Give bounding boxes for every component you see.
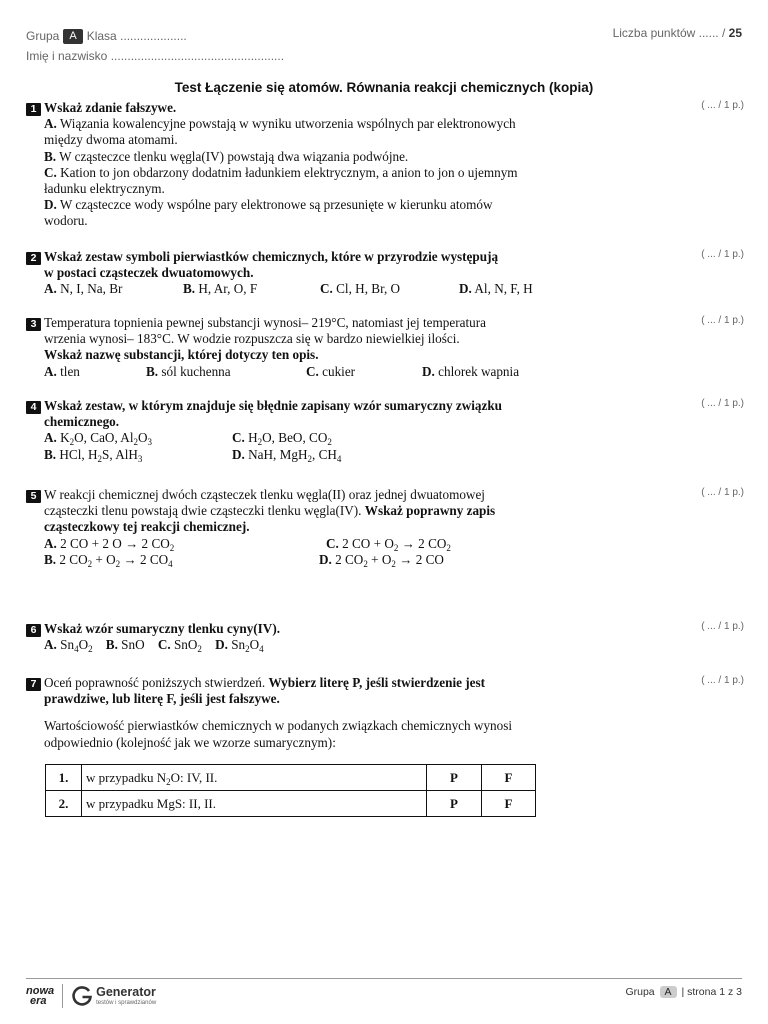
option-d: W cząsteczce wody wspólne pary elektronowe są przesunięte w kierunku atomów <box>59 197 493 213</box>
option-d: D. 2 $CO_2 + O_2 \to 2$ CO <box>319 552 444 570</box>
option-d: D. chlorek wapnia <box>422 363 520 379</box>
question-3-points: ( ... / 1 p.) <box>701 315 744 326</box>
option-b: B. H, Ar, O, F <box>183 281 258 297</box>
footer-branding <box>26 983 156 1009</box>
question-5: 5 W reakcji chemicznej dwóch cząsteczek tlenku węgla(II) oraz jednej dwuatomowej cząsteczki tlenu powstają dwie cząsteczki tlenku węgla(IV). Wskaż poprawny zapis cząsteczkowy tej reakcji chemicznej. A. 2 CO + 2 O → 2 $CO_2$ C. 2 CO + $O_2 \to 2$ $CO_2$ B. 2 $CO_2 + O_2 \to 2$ $CO_4$ D. 2 $CO_2 + O_2 \to 2$ CO <box>26 487 716 569</box>
false-option[interactable]: F <box>482 765 536 791</box>
grupa-badge: A <box>660 986 677 998</box>
question-number: 1 <box>26 103 41 116</box>
question-3: 3 Temperatura topnienia pewnej substancji wynosi– 219°C, natomiast jej temperatura wrzenia wynosi– 183°C. W wodzie rozpuszcza się w bardzo niewielkiej ilości. Wskaż nazwę substancji, której dotyczy ten opis. A. tlen B. sól kuchenna C. cukier D. chlorek wapnia <box>26 315 716 380</box>
question-text: Wybierz literę P, jeśli stwierdzenie jest <box>268 675 486 690</box>
klasa-label: Klasa .................... <box>86 29 187 43</box>
header-left <box>26 26 284 66</box>
option-c: C. 2 CO + $O_2 \to 2$ $CO_2$ <box>326 535 451 553</box>
option-d: D. $Sn_2O_4$ <box>215 637 264 655</box>
question-4-points: ( ... / 1 p.) <box>701 398 744 409</box>
question-7: 7 Oceń poprawność poniższych stwierdzeń. Wybierz literę P, jeśli stwierdzenie jest prawdziwe, lub literę F, jeśli jest fałszywe. Wartościowość pierwiastków chemicznych w podanych związkach chemicznych wynosi odpowiednio (kolejność jak we wzorze sumarycznym): <box>26 675 716 751</box>
question-text: Wskaż nazwę substancji, której dotyczy ten opis. <box>44 347 319 363</box>
name-label: Imię i nazwisko .................................................... <box>26 49 285 63</box>
true-option[interactable]: P <box>427 765 482 791</box>
statement-2: w przypadku MgS: II, II. <box>82 791 427 817</box>
option-b: B. 2 $CO_2 + O_2 \to 2$ $CO_4$ <box>44 552 173 570</box>
logo-divider <box>62 984 63 1008</box>
option-b: W cząsteczce tlenku węgla(IV) powstają dwa wiązania podwójne. <box>59 148 409 164</box>
page-title: Test Łączenie się atomów. Równania reakcji chemicznych (kopia) <box>174 80 594 95</box>
option-d: D. NaH, MgH$_2$, $CH_4$ <box>232 446 342 464</box>
option-c: C. SnO$_2$ <box>157 637 202 655</box>
points-total: 25 <box>728 26 742 40</box>
question-2: 2 Wskaż zestaw symboli pierwiastków chemicznych, które w przyrodzie występują w postaci cząsteczek dwuatomowych. A. N, I, Na, Br B. H, Ar, O, F C. Cl, H, Br, O D. Al, N, F, H <box>26 249 716 298</box>
option-a: A. tlen <box>44 363 80 379</box>
nowa-era-logo: nowa era <box>26 985 55 1007</box>
option-a: A. $Sn_4O_2$ <box>44 637 93 655</box>
option-d: D. Al, N, F, H <box>459 281 533 297</box>
statement-1: w przypadku $N_2O$: IV, II. <box>82 765 427 791</box>
generator-subtitle: testów i sprawdzianów <box>96 999 157 1006</box>
question-2-points: ( ... / 1 p.) <box>701 249 744 260</box>
question-text: Wskaż zdanie fałszywe. <box>44 100 177 115</box>
option-c: C. Cl, H, Br, O <box>320 281 401 297</box>
table-row: 1. w przypadku $N_2O$: IV, II. P F <box>46 765 536 791</box>
option-c: C. cukier <box>306 363 356 379</box>
question-text: Wskaż zestaw, w którym znajduje się błędnie zapisany wzór sumaryczny związku <box>44 398 503 413</box>
question-text: Wskaż zestaw symboli pierwiastków chemicznych, które w przyrodzie występują <box>44 249 499 264</box>
option-a: A. N, I, Na, Br <box>44 281 123 297</box>
option-c: C. $H_2O$, BeO, $CO_2$ <box>232 430 332 448</box>
points-summary: Liczba punktów ...... / 25 <box>612 26 742 40</box>
footer-divider <box>26 978 742 979</box>
option-b: B. HCl, $H_2S$, AlH$_3$ <box>44 446 143 464</box>
question-1-points: ( ... / 1 p.) <box>701 100 744 111</box>
true-false-table <box>45 764 536 817</box>
generator-logo-icon <box>71 985 93 1007</box>
question-1: 1 Wskaż zdanie fałszywe. A. Wiązania kowalencyjne powstają w wyniku utworzenia wspólnych par elektronowych między dwoma atomami. B. W cząsteczce tlenku węgla(IV) powstają dwa wiązania podwójne. C. Kation to jon obdarzony dodatnim ładunkiem elektrycznym, a anion to jon o ujemnym ładunku elektrycznym. D. W cząsteczce wody wspólne pary elektronowe są przesunięte w kierunku atomów wodoru. <box>26 100 716 230</box>
question-5-points: ( ... / 1 p.) <box>701 487 744 498</box>
true-option[interactable]: P <box>427 791 482 817</box>
question-4: 4 Wskaż zestaw, w którym znajduje się błędnie zapisany wzór sumaryczny związku chemicznego. A. $K_2O$, CaO, $Al_2O_3$ C. $H_2O$, BeO, $CO_2$ B. HCl, $H_2S$, AlH$_3$ D. NaH, MgH$_2$, $CH_4$ <box>26 398 716 463</box>
option-b: B. SnO <box>105 637 145 653</box>
grupa-badge: A <box>63 29 82 44</box>
generator-title: Generator <box>96 984 156 999</box>
option-b: B. sól kuchenna <box>146 363 231 379</box>
option-c: Kation to jon obdarzony dodatnim ładunkiem elektrycznym, a anion to jon o ujemnym <box>60 164 518 180</box>
table-row: 2. w przypadku MgS: II, II. P F <box>46 791 536 817</box>
option-a: A. $K_2O$, CaO, $Al_2O_3$ <box>44 430 153 448</box>
question-text: Wskaż poprawny zapis <box>364 503 496 519</box>
option-a: Wiązania kowalencyjne powstają w wyniku utworzenia wspólnych par elektronowych <box>59 116 516 132</box>
grupa-label: Grupa <box>26 29 60 43</box>
page-indicator: Grupa A | strona 1 z 3 <box>625 986 742 998</box>
question-6: 6 Wskaż wzór sumaryczny tlenku cyny(IV). A. $Sn_4O_2$ B. SnO C. SnO$_2$ D. $Sn_2O_4$ <box>26 621 716 653</box>
question-7-points: ( ... / 1 p.) <box>701 675 744 686</box>
false-option[interactable]: F <box>482 791 536 817</box>
question-6-points: ( ... / 1 p.) <box>701 621 744 632</box>
option-a: A. 2 CO + 2 O → 2 $CO_2$ <box>44 535 175 553</box>
question-text: Wskaż wzór sumaryczny tlenku cyny(IV). <box>44 621 281 636</box>
